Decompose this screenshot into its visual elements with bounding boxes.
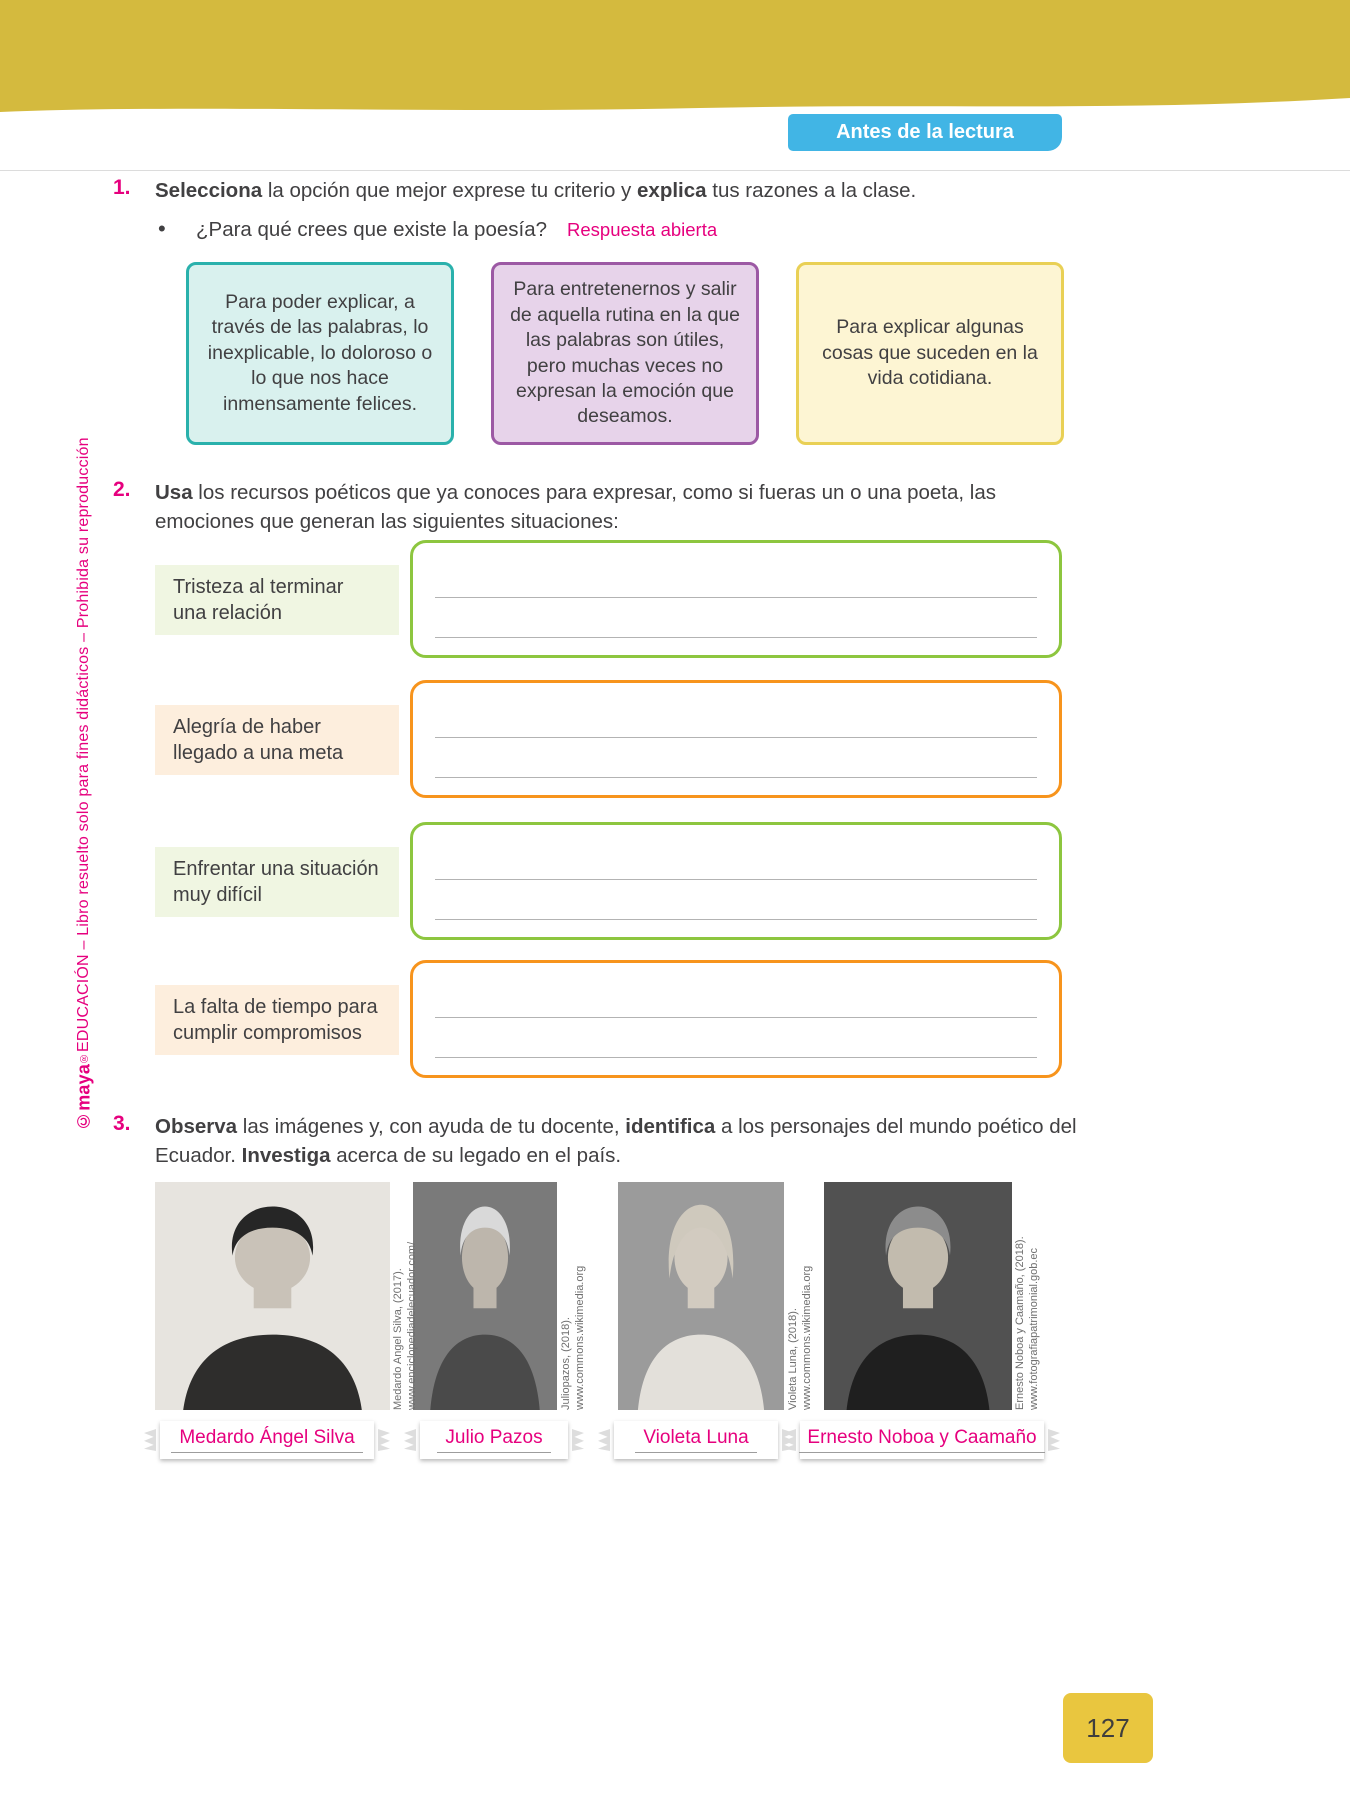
- name-ribbon-3: [614, 1421, 778, 1459]
- situation-label-3: [155, 847, 399, 917]
- answer-line: [435, 777, 1037, 778]
- portrait-photo-1: [155, 1182, 390, 1410]
- exercise1-text2: tus razones a la clase.: [706, 179, 917, 202]
- poet-name-4: Ernesto Noboa y Caamaño: [799, 1427, 1044, 1453]
- name-ribbon-2: [420, 1421, 568, 1459]
- situation-label-text-3: Enfrentar una situación muy difícil: [173, 858, 379, 906]
- copyright-sidebar: [66, 412, 102, 1157]
- photo-credit-2: Juliopazos, (2018). www.commons.wikimedia.org: [560, 1265, 586, 1410]
- situation-row-4: [155, 960, 1062, 1078]
- question-text: ¿Para qué crees que existe la poesía?: [196, 218, 547, 241]
- ribbon-zigzag-left-icon: [598, 1429, 610, 1451]
- answer-line: [435, 597, 1037, 598]
- photo-credit-3: Violeta Luna, (2018). www.commons.wikimedia.org: [787, 1265, 813, 1410]
- name-ribbon-1: [160, 1421, 374, 1459]
- question-row: [158, 216, 717, 242]
- exercise1-text1: la opción que mejor exprese tu criterio y: [262, 179, 638, 202]
- situation-label-text-1: Tristeza al terminar una relación: [173, 576, 344, 624]
- exercise3-text3: acerca de su legado en el país.: [330, 1144, 622, 1168]
- exercise2-bold1: Usa: [155, 481, 193, 504]
- option-cards: [186, 262, 1064, 445]
- situation-label-4: [155, 985, 399, 1055]
- answer-line: [435, 1017, 1037, 1018]
- exercise3-number: 3.: [113, 1112, 131, 1135]
- name-ribbon-4: [800, 1421, 1044, 1459]
- portrait-photo-2: [413, 1182, 557, 1410]
- exercise1-instruction: [155, 176, 1105, 205]
- photo-credit-4: Ernesto Noboa y Caamaño, (2018). www.fotografiapatrimonial.gob.ec: [1014, 1236, 1040, 1410]
- exercise3-bold2: identifica: [625, 1115, 716, 1138]
- exercise2-number: 2.: [113, 478, 131, 501]
- section-banner: [788, 114, 1062, 151]
- portrait-photo-3: [618, 1182, 784, 1410]
- exercise3-text1: las imágenes y, con ayuda de tu docente,: [237, 1115, 626, 1138]
- answer-box-4[interactable]: [410, 960, 1062, 1078]
- top-color-band: [0, 0, 1350, 120]
- section-banner-label: Antes de la lectura: [836, 121, 1014, 143]
- situation-row-2: [155, 680, 1062, 798]
- header-divider: [0, 170, 1350, 171]
- ribbon-zigzag-right-icon: [572, 1429, 584, 1451]
- bullet: •: [158, 216, 166, 241]
- answer-line: [435, 637, 1037, 638]
- option-card-1[interactable]: [186, 262, 454, 445]
- page-number-tab: [1063, 1693, 1153, 1763]
- photo-credit-1: Medardo Angel Silva, (2017). www.enciclopediadelecuador.com/: [392, 1241, 418, 1410]
- situation-row-1: [155, 540, 1062, 658]
- answer-box-1[interactable]: [410, 540, 1062, 658]
- registered-mark: ®: [78, 1052, 90, 1065]
- exercise1-bold1: Selecciona: [155, 179, 263, 202]
- page-number: 127: [1086, 1712, 1130, 1743]
- answer-note: Respuesta abierta: [567, 219, 718, 240]
- exercise1-number: 1.: [113, 176, 131, 199]
- option-card-3[interactable]: [796, 262, 1064, 445]
- answer-line: [435, 879, 1037, 880]
- answer-line: [435, 1057, 1037, 1058]
- option-card-2[interactable]: [491, 262, 759, 445]
- answer-box-3[interactable]: [410, 822, 1062, 940]
- poet-name-1: Medardo Ángel Silva: [171, 1427, 362, 1453]
- exercise1-bold2: explica: [637, 179, 707, 202]
- ribbon-zigzag-left-icon: [404, 1429, 416, 1451]
- answer-line: [435, 919, 1037, 920]
- poet-name-2: Julio Pazos: [437, 1427, 550, 1453]
- option-text-2: Para entretenernos y salir de aquella rutina en la que las palabras son útiles, pero muchas veces no expresan la emoción que deseamos.: [510, 278, 740, 428]
- exercise2-instruction: [155, 478, 1070, 536]
- exercise3-instruction: [155, 1112, 1085, 1170]
- portrait-photo-4: [824, 1182, 1012, 1410]
- exercise3-text2: a los personajes del mundo poético del Ecuador.: [155, 1115, 1077, 1168]
- situation-label-1: [155, 565, 399, 635]
- poet-name-3: Violeta Luna: [635, 1427, 756, 1453]
- answer-box-2[interactable]: [410, 680, 1062, 798]
- situation-label-text-4: La falta de tiempo para cumplir compromisos: [173, 996, 378, 1044]
- publisher-logo: ©maya: [73, 1064, 94, 1132]
- answer-line: [435, 737, 1037, 738]
- exercise3-bold1: Observa: [155, 1115, 238, 1138]
- situation-label-text-2: Alegría de haber llegado a una meta: [173, 716, 344, 764]
- copyright-text: EDUCACIÓN – Libro resuelto solo para fines didácticos – Prohibida su reproducción: [75, 437, 92, 1053]
- ribbon-zigzag-left-icon: [144, 1429, 156, 1451]
- exercise2-text1: los recursos poéticos que ya conoces para expresar, como si fueras un o una poeta, las emociones que generan las siguientes situaciones:: [155, 481, 996, 534]
- situation-row-3: [155, 822, 1062, 940]
- exercise3-bold3: Investiga: [241, 1144, 331, 1168]
- option-text-1: Para poder explicar, a través de las palabras, lo inexplicable, lo doloroso o lo que nos hace inmensamente felices.: [207, 291, 433, 415]
- option-text-3: Para explicar algunas cosas que suceden en la vida cotidiana.: [822, 316, 1038, 390]
- situation-label-2: [155, 705, 399, 775]
- ribbon-zigzag-right-icon: [378, 1429, 390, 1451]
- ribbon-zigzag-right-icon: [1048, 1429, 1060, 1451]
